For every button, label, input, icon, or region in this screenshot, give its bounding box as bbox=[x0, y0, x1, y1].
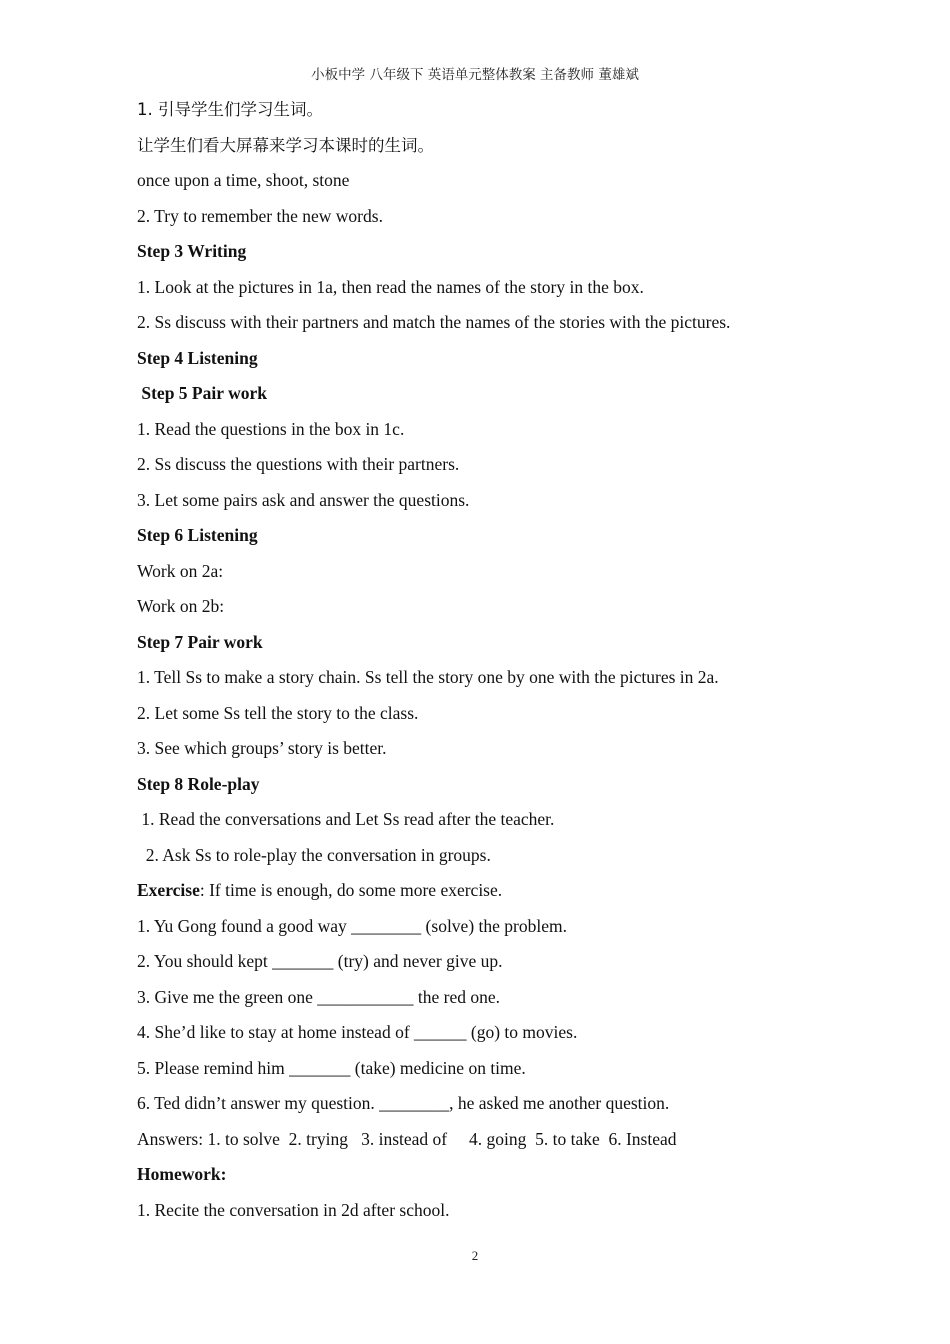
body-line: 让学生们看大屏幕来学习本课时的生词。 bbox=[137, 135, 434, 155]
body-line: 2. Ss discuss the questions with their partners. bbox=[137, 454, 460, 474]
section-heading: Step 4 Listening bbox=[137, 347, 258, 368]
section-heading: Step 7 Pair work bbox=[137, 631, 263, 652]
exercise-item: 3. Give me the green one ___________ the red one. bbox=[137, 986, 501, 1007]
body-line: 1. 引导学生们学习生词。 bbox=[137, 100, 323, 119]
section-heading: Step 3 Writing bbox=[137, 241, 247, 261]
exercise-intro bbox=[137, 873, 837, 909]
section-heading: Step 8 Role-play bbox=[137, 773, 260, 794]
body-line: 2. Let some Ss tell the story to the class. bbox=[137, 702, 419, 723]
homework-heading: Homework: bbox=[137, 1164, 227, 1184]
body-line: 2. Ss discuss with their partners and match the names of the stories with the pictures. bbox=[137, 312, 731, 332]
exercise-text: : If time is enough, do some more exercise. bbox=[199, 880, 503, 900]
answers-line: Answers: 1. to solve 2. trying 3. instead of 4. going 5. to take 6. Instead bbox=[137, 1128, 677, 1149]
exercise-item: 5. Please remind him _______ (take) medicine on time. bbox=[137, 1057, 526, 1078]
body-line: 1. Tell Ss to make a story chain. Ss tell the story one by one with the pictures in 2a. bbox=[137, 667, 719, 687]
body-line: 1. Look at the pictures in 1a, then read the names of the story in the box. bbox=[137, 276, 644, 297]
body-line: 3. Let some pairs ask and answer the questions. bbox=[137, 489, 470, 510]
exercise-item: 4. She’d like to stay at home instead of ______ (go) to movies. bbox=[137, 1022, 578, 1042]
body-line: 3. See which groups’ story is better. bbox=[137, 738, 387, 758]
body-line: Work on 2b: bbox=[137, 596, 225, 616]
body-line: once upon a time, shoot, stone bbox=[137, 170, 350, 190]
section-heading: Step 6 Listening bbox=[137, 525, 258, 545]
body-line: 1. Read the questions in the box in 1c. bbox=[137, 418, 405, 439]
exercise-item: 6. Ted didn’t answer my question. ________, he asked me another question. bbox=[137, 1093, 670, 1113]
body-line: 2. Ask Ss to role-play the conversation in groups. bbox=[137, 844, 491, 865]
page-header: 小板中学 八年级下 英语单元整体教案 主备教师 董雄斌 bbox=[311, 67, 639, 83]
exercise-item: 2. You should kept _______ (try) and never give up. bbox=[137, 951, 503, 971]
document-body bbox=[137, 92, 837, 1228]
homework-item: 1. Recite the conversation in 2d after school. bbox=[137, 1199, 450, 1220]
page-number: 2 bbox=[471, 1248, 479, 1263]
body-line: 2. Try to remember the new words. bbox=[137, 205, 383, 226]
exercise-label: Exercise bbox=[137, 880, 200, 900]
body-line: Work on 2a: bbox=[137, 560, 224, 581]
section-heading: Step 5 Pair work bbox=[137, 383, 267, 403]
exercise-item: 1. Yu Gong found a good way ________ (solve) the problem. bbox=[137, 915, 567, 936]
body-line: 1. Read the conversations and Let Ss read after the teacher. bbox=[137, 809, 555, 829]
